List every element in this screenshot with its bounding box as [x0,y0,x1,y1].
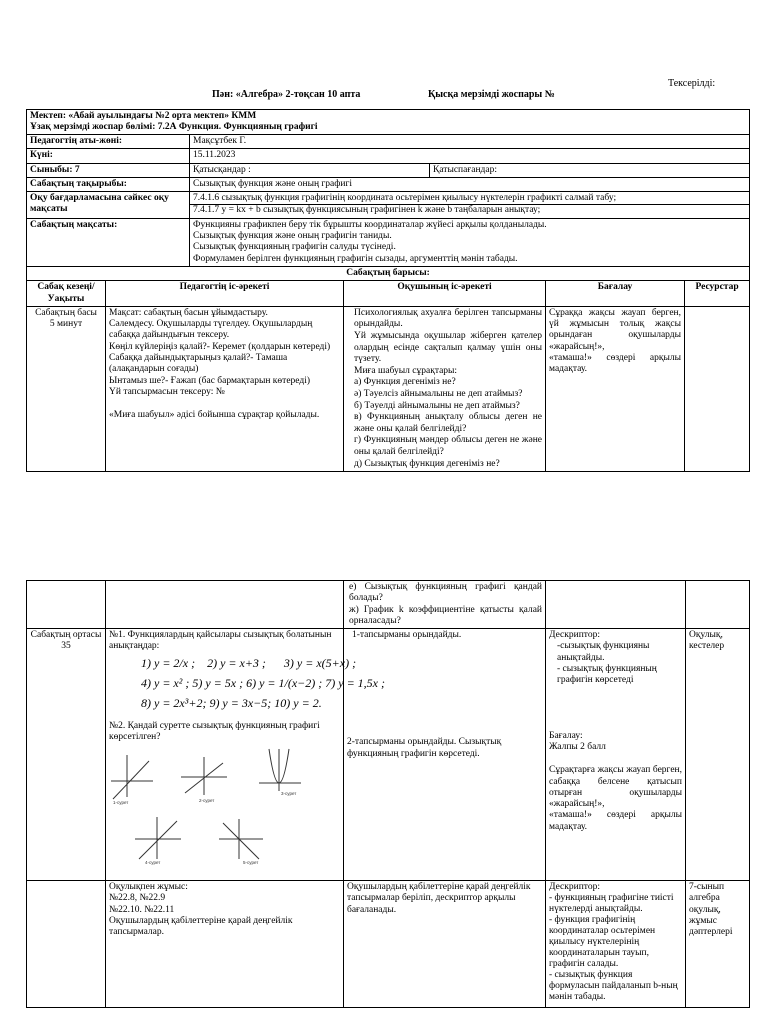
formula-4: 4) y = x² ; [141,675,190,690]
start-teacher: Мақсат: сабақтың басын ұйымдастыру. Сәлемдесу. Оқушыларды түгелдеу. Оқушылардың сабаққа дайындығын тексеру. Көңіл күйлеріңіз қалай?- Керемет (қолдарын көтереді) Сабаққа дайындықтарыңыз қалай?- Тамаша (алақандарын соғады) Ынтамыз ше?- Ғажап (бас бармақтарын көтереді) Үй тапсырмасын тексеру: № «Миға шабуыл» әдісі бойынша сұрақтар қойылады. [106,306,344,471]
teacher-value: Мақсұтбек Г. [190,135,750,149]
course-title: Сабақтың барысы: [27,266,750,280]
grade-label: Сыныбы: 7 [27,163,190,177]
graph-4 [135,817,181,859]
col-teacher-header: Педагогтің іс-әрекеті [106,281,344,307]
col-stage-header: Сабақ кезеңі/Уақыты [27,281,106,307]
graph-label-1: 1-сурет [113,800,129,806]
start-assess: Сұраққа жақсы жауап берген, үй жұмысын толық жақсы орындаған оқушыларды «жарайсың!», «тамаша!» сөздері арқылы мадақтау. [546,306,685,471]
absent-label: Қатыспағандар: [430,163,750,177]
cont-resource [686,581,750,629]
middle-student-1: 1-тапсырманы орындайды. [352,630,462,641]
school-info: Мектеп: «Абай ауылындағы №2 орта мектеп» КММ Ұзақ мерзімді жоспар бөлімі: 7.2А Функция. Функцияның графигі [27,110,750,135]
date-value: 15.11.2023 [190,149,750,163]
cont-stage [27,581,106,629]
lesson-plan-table-2 [26,580,750,1008]
cont-student: е) Сызықтық функцияның графигі қандай болады? ж) График k коэффициентіне қатысты қалай орналасады? [344,581,546,629]
book-teacher: Оқулықпен жұмыс: №22.8, №22.9 №22.10. №22.11 Оқушылардың қабілеттеріне қарай деңгейлік тапсырмалар. [106,881,344,1008]
formula-2: 2) y = x+3 ; [207,655,266,670]
graph-3 [259,749,301,791]
plan-title: Қысқа мерзімді жоспары № [428,89,555,100]
col-assess-header: Бағалау [546,281,685,307]
formula-3: 3) y = x(5+x) ; [283,655,357,670]
present-label: Қатысқандар : [190,163,430,177]
objectives-value: 7.4.1.6 сызықтық функция графигінің координата осьтерімен қиылысу нүктелерін графикті салмай табу; 7.4.1.7 y = kx + b сызықтық функциясының графигінен k және b таңбаларын анықтау; [190,192,750,219]
topic-label: Сабақтың тақырыбы: [27,177,190,191]
graph-label-3: 3-сурет [281,791,297,797]
lesson-goal-value: Функцияны графикпен беру тік бұрышты координаталар жүйесі арқылы қолданылады. Сызықтық функция және оның графигін таниды. Сызықтық функцияның графигін салуды түсінеді. Формуламен берілген функцияның графигін сызады, аргументтің мәнін табады. [190,218,750,266]
book-resource: 7-сынып алгебра оқулық, жұмыс дәптерлері [686,881,750,1008]
middle-stage: Сабақтың ортасы 35 [27,629,106,881]
formula-block [109,653,386,713]
graph-2 [181,757,227,795]
book-stage [27,881,106,1008]
start-stage: Сабақтың басы 5 минут [27,306,106,471]
formula-5: 5) y = 5x ; [192,675,244,690]
middle-resource: Оқулық, кестелер [686,629,750,881]
book-student: Оқушылардың қабілеттеріне қарай деңгейлік тапсырмалар беріліп, дескриптор арқылы бағаланады. [344,881,546,1008]
formula-8-10: 8) y = 2x³+2; 9) y = 3x−5; 10) y = 2. [141,695,322,710]
lesson-goal-label: Сабақтың мақсаты: [27,218,190,266]
checked-label: Тексерілді: [668,78,716,89]
start-student: Психологиялық ахуалға берілген тапсырманы орындайды. Үй жұмысында оқушылар жіберген қателер олардың есінде сақталып қалмау үшін оны түзету. Миға шабуыл сұрақтары: а) Функция дегеніміз не? ә) Тәуелсіз айнымалыны не деп атаймыз? б) Тәуелді айнымалыны не деп атаймыз? в) Функцияның анықталу облысы деген не және оны қалай белгілейді? г) Функцияның мәндер облысы деген не және оны қалай белгілейді? д) Сызықтық функция дегеніміз не? [344,306,546,471]
cont-teacher [106,581,344,629]
objectives-label: Оқу бағдарламасына сәйкес оқу мақсаты [27,192,190,219]
middle-teacher [106,629,386,881]
task2-title: №2. Қандай суретте сызықтық функцияның графигі көрсетілген? [109,720,320,743]
middle-assess-2: Бағалау: Жалпы 2 балл [549,730,606,752]
middle-student-2: 2-тапсырманы орындайды. Сызықтық функцияның графигін көрсетеді. [347,737,502,759]
graph-5 [219,819,263,859]
middle-student [344,629,546,881]
topic-value: Сызықтық функция және оның графигі [190,177,750,191]
cont-assess [546,581,686,629]
graph-label-4: 4-сурет [145,860,161,866]
teacher-label: Педагогтің аты-жөні: [27,135,190,149]
middle-assess-3: Сұрақтарға жақсы жауап берген, сабаққа белсене қатысып отырған оқушыларды «жарайсың!», «тамаша!» сөздері арқылы мадақтау. [549,765,682,832]
graphs-figure [109,747,337,867]
lesson-plan-table-1 [26,109,750,472]
graph-label-2: 2-сурет [199,798,215,804]
middle-assess-1: Дескриптор: -сызықтық функцияны анықтайды. - сызықтық функцияның графигін көрсетеді [549,630,657,686]
date-label: Күні: [27,149,190,163]
start-resource [685,306,750,471]
col-student-header: Оқушының іс-әрекеті [344,281,546,307]
formula-6: 6) y = 1/(x−2) ; [246,675,323,690]
book-assess: Дескриптор: - функцияның графигіне тиісті нүктелерді анықтайды. - функция графигінің координаталар осьтерімен қиылысу нүктелерінің координаталарын тауып, графигін салады. - сызықтық функция формуласын пайдаланып b-ның мәнін табады. [546,881,686,1008]
graph-label-5: 5-сурет [243,860,259,866]
subject-title: Пән: «Алгебра» 2-тоқсан 10 апта [212,89,361,100]
graph-1 [111,755,153,799]
col-resource-header: Ресурстар [685,281,750,307]
middle-assess [546,629,686,881]
task1-title: №1. Функциялардың қайсылары сызықтық болатынын анықтаңдар: [109,630,332,652]
formula-1: 1) y = 2/x ; [141,655,196,670]
formula-7: 7) y = 1,5x ; [325,675,386,690]
